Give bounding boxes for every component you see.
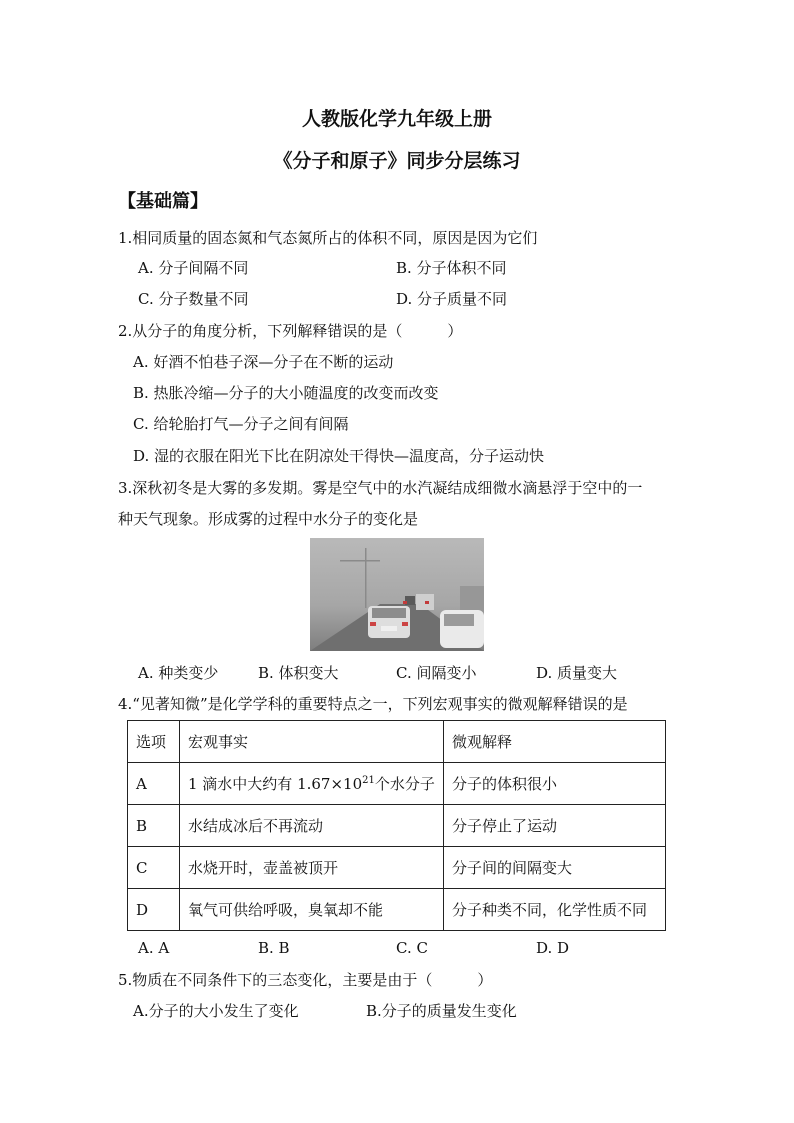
question-4-stem: 4.“见著知微”是化学学科的重要特点之一，下列宏观事实的微观解释错误的是 <box>118 695 628 713</box>
table-cell-explain: 分子停止了运动 <box>444 805 666 847</box>
section-heading: 【基础篇】 <box>118 191 208 212</box>
question-2-stem: 2.从分子的角度分析，下列解释错误的是（ ） <box>118 322 463 340</box>
question-3-stem-line1: 3.深秋初冬是大雾的多发期。雾是空气中的水汽凝结成细微水滴悬浮于空中的一 <box>118 479 643 497</box>
table-cell-key: A <box>128 763 180 805</box>
table-row <box>128 889 666 931</box>
table-header-row <box>128 721 666 763</box>
table-cell-key: C <box>128 847 180 889</box>
table-row <box>128 847 666 889</box>
page-subtitle: 《分子和原子》同步分层练习 <box>273 150 521 172</box>
q3-option-d: D. 质量变大 <box>536 664 618 682</box>
q1-option-d: D. 分子质量不同 <box>396 290 508 308</box>
table-header-cell: 选项 <box>128 721 180 763</box>
question-5-stem: 5.物质在不同条件下的三态变化，主要是由于（ ） <box>118 971 493 989</box>
q4-option-c: C. C <box>396 939 428 957</box>
table-cell-explain: 分子种类不同，化学性质不同 <box>444 889 666 931</box>
table-header-cell: 宏观事实 <box>180 721 444 763</box>
table-row <box>128 763 666 805</box>
q4-option-a: A. A <box>138 939 170 957</box>
table-cell-explain: 分子间的间隔变大 <box>444 847 666 889</box>
table-row <box>128 805 666 847</box>
q4-option-b: B. B <box>258 939 290 957</box>
table-cell-fact <box>180 763 444 805</box>
q5-option-b: B.分子的质量发生变化 <box>366 1002 517 1020</box>
exponent: 21 <box>362 775 375 786</box>
question-1-stem: 1.相同质量的固态氮和气态氮所占的体积不同，原因是因为它们 <box>118 229 538 247</box>
table-cell-fact: 水结成冰后不再流动 <box>180 805 444 847</box>
table-header-cell: 微观解释 <box>444 721 666 763</box>
q1-option-b: B. 分子体积不同 <box>396 259 507 277</box>
q2-option-a: A. 好酒不怕巷子深—分子在不断的运动 <box>133 353 394 371</box>
q3-option-b: B. 体积变大 <box>258 664 339 682</box>
q3-option-c: C. 间隔变小 <box>396 664 477 682</box>
q4-table <box>127 720 666 931</box>
fact-text: 1 滴水中大约有 1.67×10 <box>188 775 363 793</box>
q5-option-a: A.分子的大小发生了变化 <box>133 1002 299 1020</box>
q2-option-d: D. 湿的衣服在阳光下比在阴凉处干得快—温度高，分子运动快 <box>133 447 545 465</box>
q1-option-c: C. 分子数量不同 <box>138 290 249 308</box>
table-cell-explain: 分子的体积很小 <box>444 763 666 805</box>
q4-option-d: D. D <box>536 939 570 957</box>
q1-option-a: A. 分子间隔不同 <box>138 259 249 277</box>
table-cell-key: D <box>128 889 180 931</box>
q3-option-a: A. 种类变少 <box>138 664 219 682</box>
table-cell-key: B <box>128 805 180 847</box>
q2-option-c: C. 给轮胎打气—分子之间有间隔 <box>133 415 349 433</box>
fact-text-tail: 个水分子 <box>374 775 435 793</box>
question-3-stem-line2: 种天气现象。形成雾的过程中水分子的变化是 <box>118 510 419 528</box>
table-cell-fact: 水烧开时，壶盖被顶开 <box>180 847 444 889</box>
q2-option-b: B. 热胀冷缩—分子的大小随温度的改变而改变 <box>133 384 439 402</box>
foggy-road-photo <box>310 538 484 651</box>
page-title: 人教版化学九年级上册 <box>301 108 492 130</box>
table-cell-fact: 氧气可供给呼吸，臭氧却不能 <box>180 889 444 931</box>
